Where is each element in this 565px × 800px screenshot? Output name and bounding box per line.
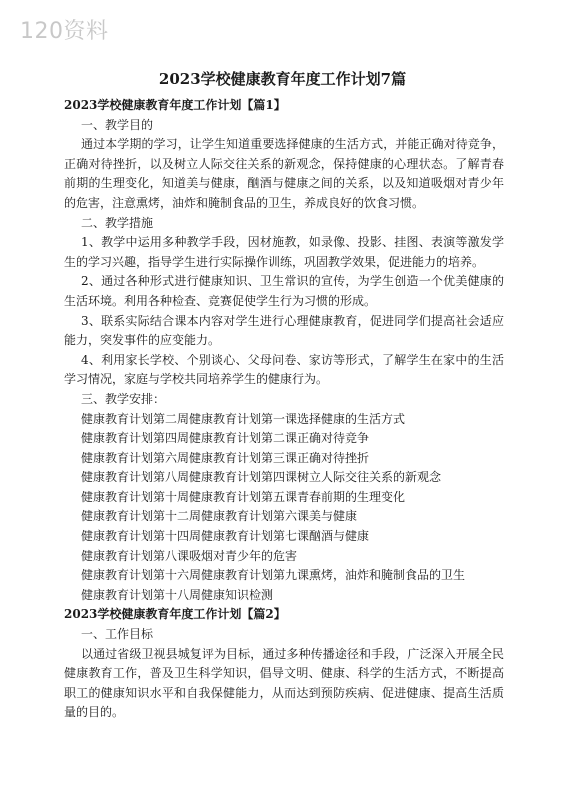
measure-4: 4、利用家长学校、个别谈心、父母问卷、家访等形式，了解学生在家中的生活学习情况，家庭与学校共同培养学生的健康行为。: [64, 352, 504, 387]
part1-section2-title: 二、教学措施: [81, 215, 154, 230]
part2-section1-title: 一、工作目标: [81, 627, 154, 642]
measure-3: 3、联系实际结合课本内容对学生进行心理健康教育，促进同学们提高社会适应能力，突发事件的应变能力。: [64, 313, 504, 348]
schedule-item: 健康教育计划第十六周健康教育计划第九课熏烤，油炸和腌制食品的卫生: [81, 568, 466, 583]
part1-heading: 2023学校健康教育年度工作计划【篇1】: [64, 98, 286, 112]
measure-2: 2、通过各种形式进行健康知识、卫生常识的宣传，为学生创造一个优美健康的生活环境。利用各种检查、竞赛促使学生行为习惯的形成。: [64, 274, 504, 308]
part2-section1-paragraph: 以通过省级卫视县城复评为目标，通过多种传播途径和手段，广泛深入开展全民健康教育工作，普及卫生科学知识，倡导文明、健康、科学的生活方式，不断提高职工的健康知识水平和自我保健能力，从而达到预防疾病、促进健康、提高生活质量的目的。: [64, 646, 504, 720]
schedule-item: 健康教育计划第四周健康教育计划第二课正确对待竞争: [81, 431, 370, 446]
schedule-item: 健康教育计划第八周健康教育计划第四课树立人际交往关系的新观念: [81, 470, 442, 485]
schedule-item: 健康教育计划第二周健康教育计划第一课选择健康的生活方式: [81, 411, 406, 426]
schedule-item: 健康教育计划第十二周健康教育计划第六课美与健康: [81, 509, 358, 524]
part1-section1-title: 一、教学目的: [81, 117, 154, 132]
watermark: 120资料: [20, 19, 109, 44]
document-title: 2023学校健康教育年度工作计划7篇: [158, 70, 407, 88]
schedule-item: 健康教育计划第十四周健康教育计划第七课酗酒与健康: [81, 529, 370, 544]
document-body: [64, 96, 504, 723]
part1-section1-paragraph: 通过本学期的学习，让学生知道重要选择健康的生活方式，并能正确对待竞争，正确对待挫折，以及树立人际交往关系的新观念，保持健康的心理状态。了解青春前期的生理变化，知道美与健康，酗酒与健康之间的关系，以及知道吸烟对青少年的危害，注意熏烤，油炸和腌制食品的卫生，养成良好的饮食习惯。: [64, 137, 504, 210]
schedule-item: 健康教育计划第八课吸烟对青少年的危害: [81, 548, 298, 563]
part1-section3-title: 三、教学安排：: [81, 391, 166, 406]
schedule-item: 健康教育计划第十八周健康知识检测: [81, 587, 274, 602]
part2-heading: 2023学校健康教育年度工作计划【篇2】: [64, 607, 286, 622]
measure-1: 1、教学中运用多种教学手段，因材施教，如录像、投影、挂图、表演等激发学生的学习兴趣，指导学生进行实际操作训练，巩固教学效果，促进能力的培养。: [64, 235, 504, 269]
schedule-item: 健康教育计划第十周健康教育计划第五课青春前期的生理变化: [81, 489, 406, 504]
schedule-item: 健康教育计划第六周健康教育计划第三课正确对待挫折: [81, 450, 370, 465]
